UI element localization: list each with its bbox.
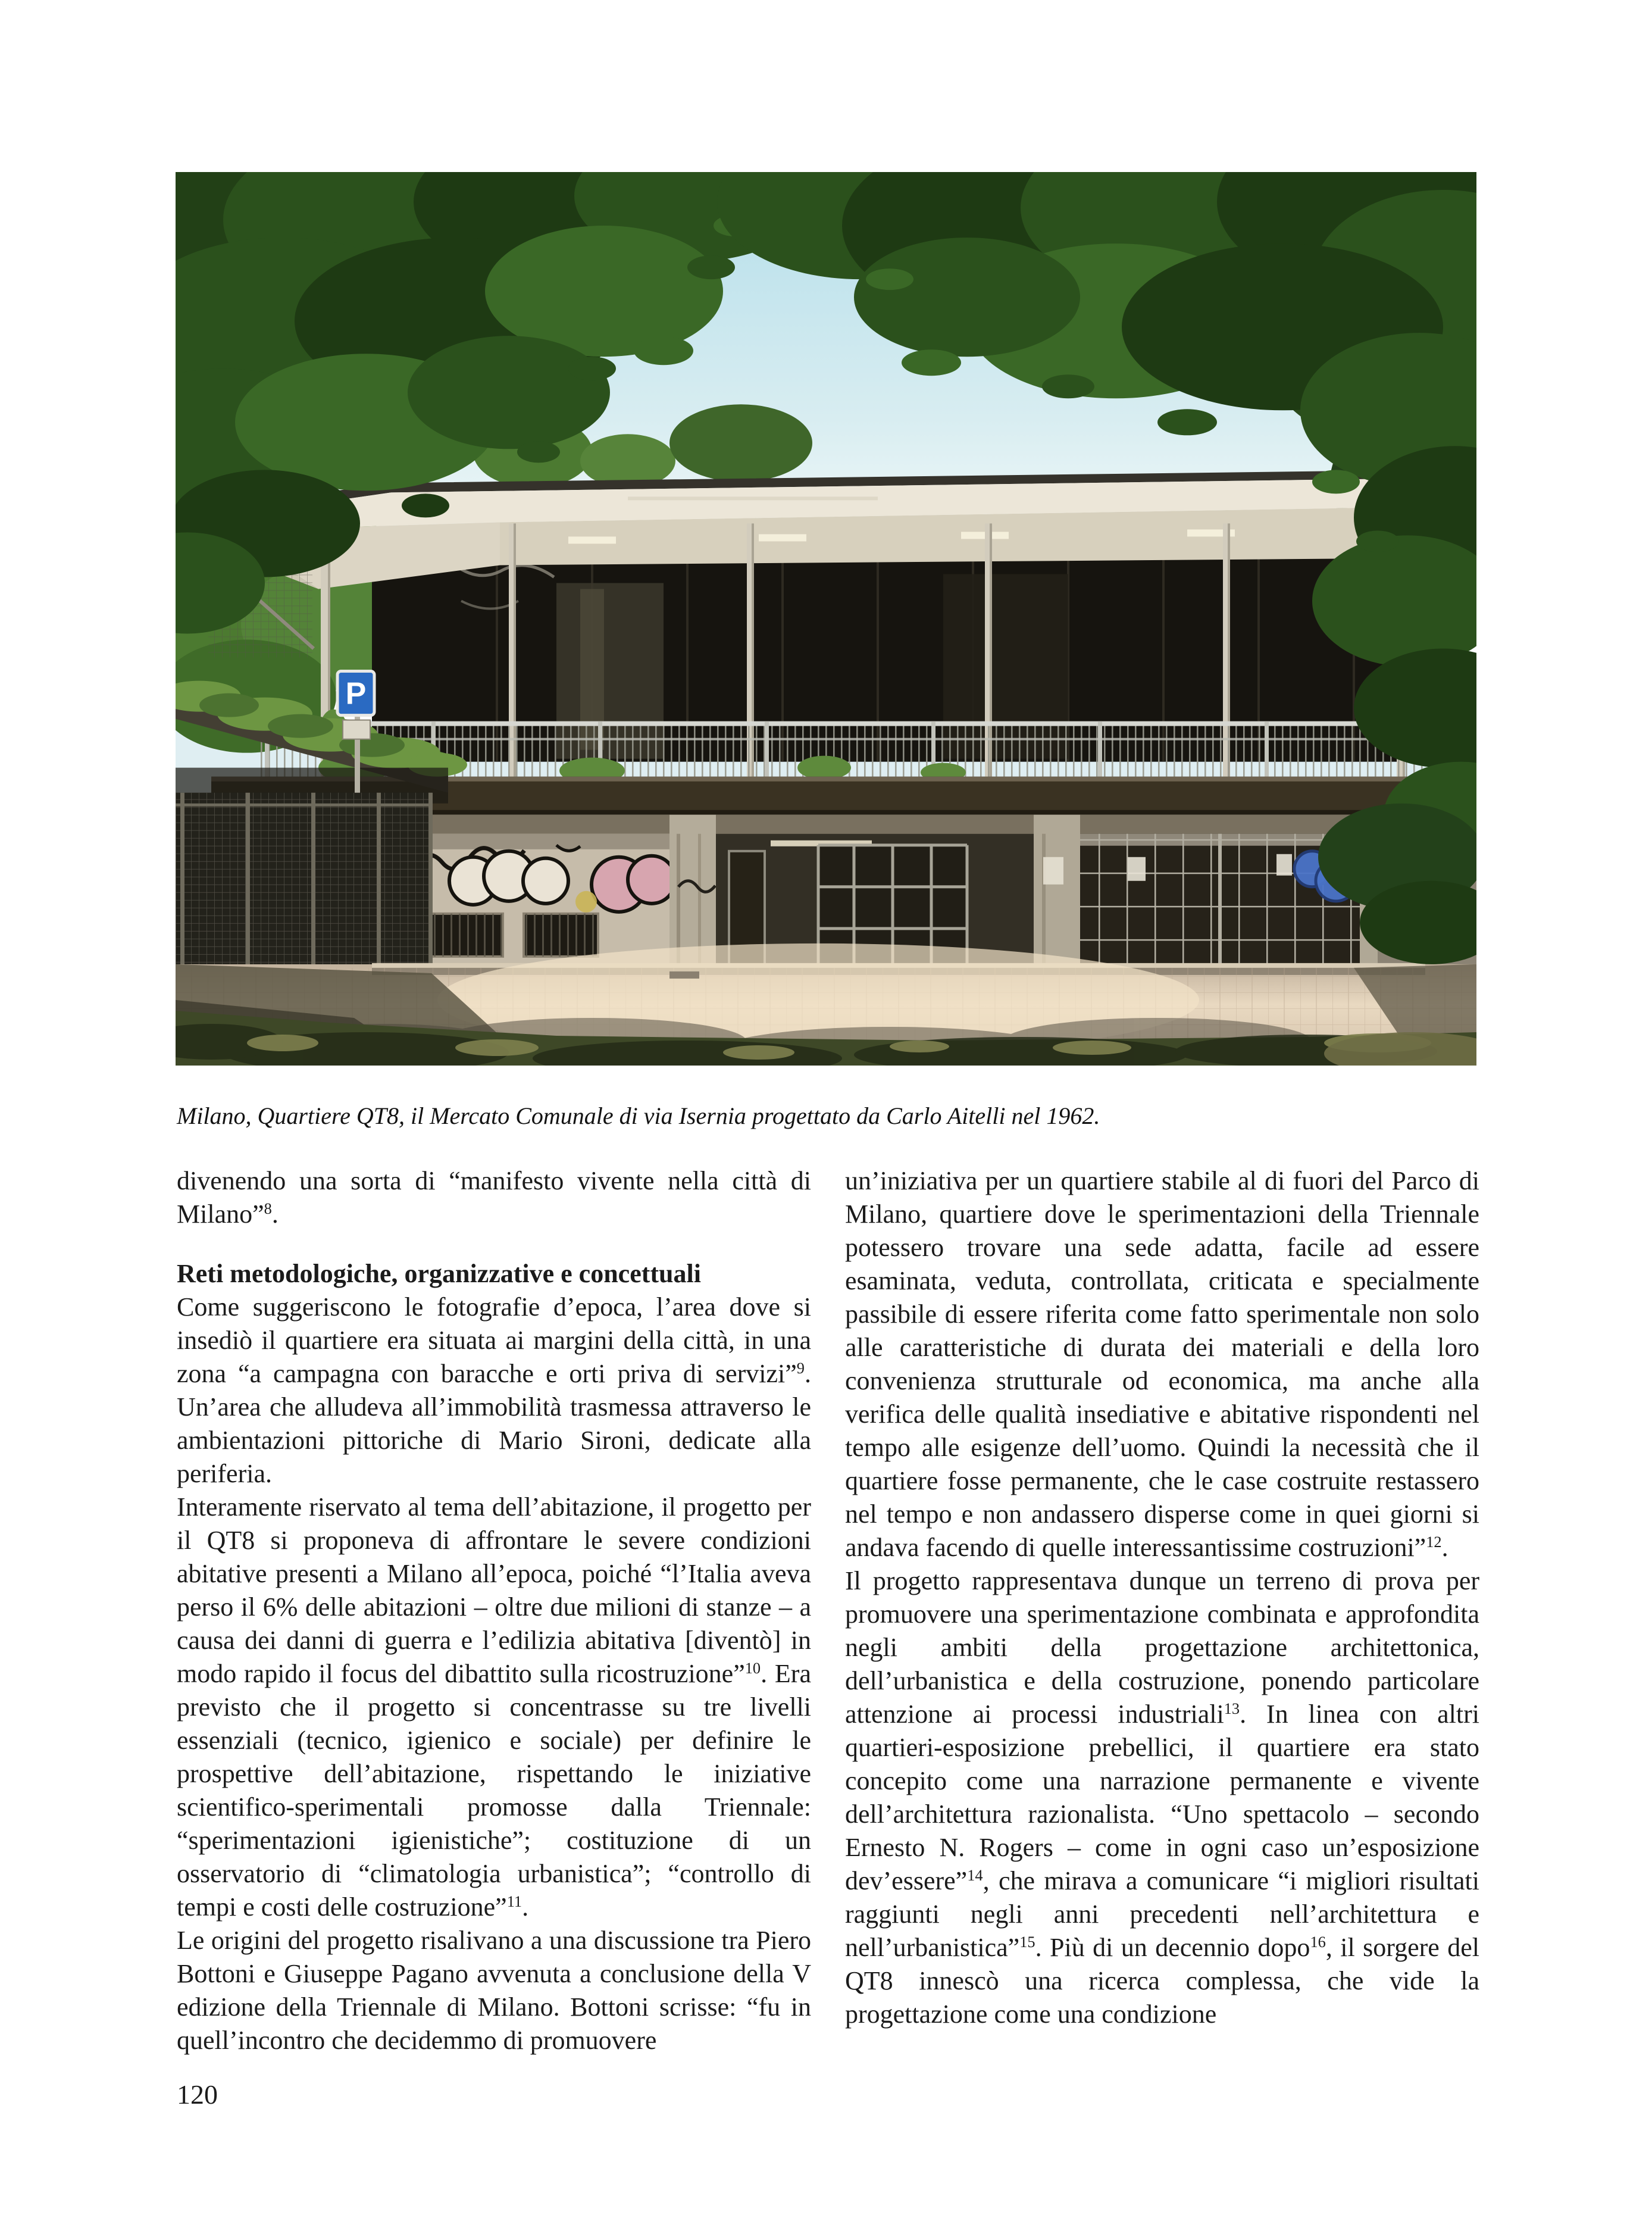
photo-caption: Milano, Quartiere QT8, il Mercato Comunale di via Isernia progettato da Carlo Aitelli nel 1962.	[177, 1102, 1100, 1129]
parking-sign-letter: P	[345, 676, 367, 711]
paragraph: Il progetto rappresentava dunque un terreno di prova per promuovere una sperimentazione combinata e approfondita negli ambiti della progettazione architettonica, dell’urbanistica e della costruzione, ponendo particolare attenzione ai processi industriali$^{13}$. In linea con altri quartieri-esposizione prebellici, il quartiere era stato concepito come una narrazione permanente e vivente dell’architettura razionalista. “Uno spettacolo – secondo Ernesto N. Rogers – come in ogni caso un’esposizione dev’essere”$^{14}$, che mirava a comunicare “i migliori risultati raggiunti negli anni precedenti nell’architettura e nell’urbanistica”$^{15}$. Più di un decennio dopo$^{16}$, il sorgere del QT8 innescò una ricerca complessa, che vide la progettazione come una condizione	[845, 1566, 1479, 2029]
article-column-right	[845, 1164, 1479, 2031]
section-heading: Reti metodologiche, organizzative e concettuali	[177, 1259, 701, 1288]
building-photo	[176, 172, 1476, 1066]
article-column-left	[177, 1164, 811, 2057]
building-photo-illustration	[176, 172, 1476, 1066]
paragraph: Come suggeriscono le fotografie d’epoca, l’area dove si insediò il quartiere era situata ai margini della città, in una zona “a campagna con baracche e orti priva di servizi”$^9$. Un’area che alludeva all’immobilità trasmessa attraverso le ambientazioni pittoriche di Mario Sironi, dedicate alla periferia.	[177, 1292, 811, 1488]
paragraph: divenendo una sorta di “manifesto vivente nella città di Milano”$^8$.	[177, 1166, 811, 1229]
paragraph: Le origini del progetto risalivano a una discussione tra Piero Bottoni e Giuseppe Pagano avvenuta a conclusione della V edizione della Triennale di Milano. Bottoni scrisse: “fu in quell’incontro che decidemmo di promuovere	[177, 1926, 811, 2055]
paragraph: un’iniziativa per un quartiere stabile al di fuori del Parco di Milano, quartiere dove le sperimentazioni della Triennale potessero trovare una sede adatta, facile ad essere esaminata, veduta, controllata, criticata e specialmente passibile di essere riferita come fatto sperimentale non solo alle caratteristiche di durata dei materiali e della loro convenienza strutturale od economica, ma anche alla verifica delle qualità insediative e abitative rispondenti nel tempo alle esigenze dell’uomo. Quindi la necessità che il quartiere fosse permanente, che le case costruite restassero nel tempo e non andassero disperse come in quei giorni si andava facendo di quelle interessantissime costruzioni”$^{12}$.	[845, 1166, 1479, 1562]
page-number: 120	[177, 2079, 218, 2110]
paragraph: Interamente riservato al tema dell’abitazione, il progetto per il QT8 si proponeva di affrontare le severe condizioni abitative presenti a Milano all’epoca, poiché “l’Italia aveva perso il 6% delle abitazioni – oltre due milioni di stanze – a causa dei danni di guerra e l’edilizia abitativa [diventò] in modo rapido il focus del dibattito sulla ricostruzione”$^{10}$. Era previsto che il progetto si concentrasse su tre livelli essenziali (tecnico, igienico e sociale) per definire le prospettive dell’abitazione, rispettando le iniziative scientifico-sperimentali promosse dalla Triennale: “sperimentazioni igienistiche”; costituzione di un osservatorio di “climatologia urbanistica”; “controllo di tempi e costi delle costruzione”$^{11}$.	[177, 1492, 811, 1922]
